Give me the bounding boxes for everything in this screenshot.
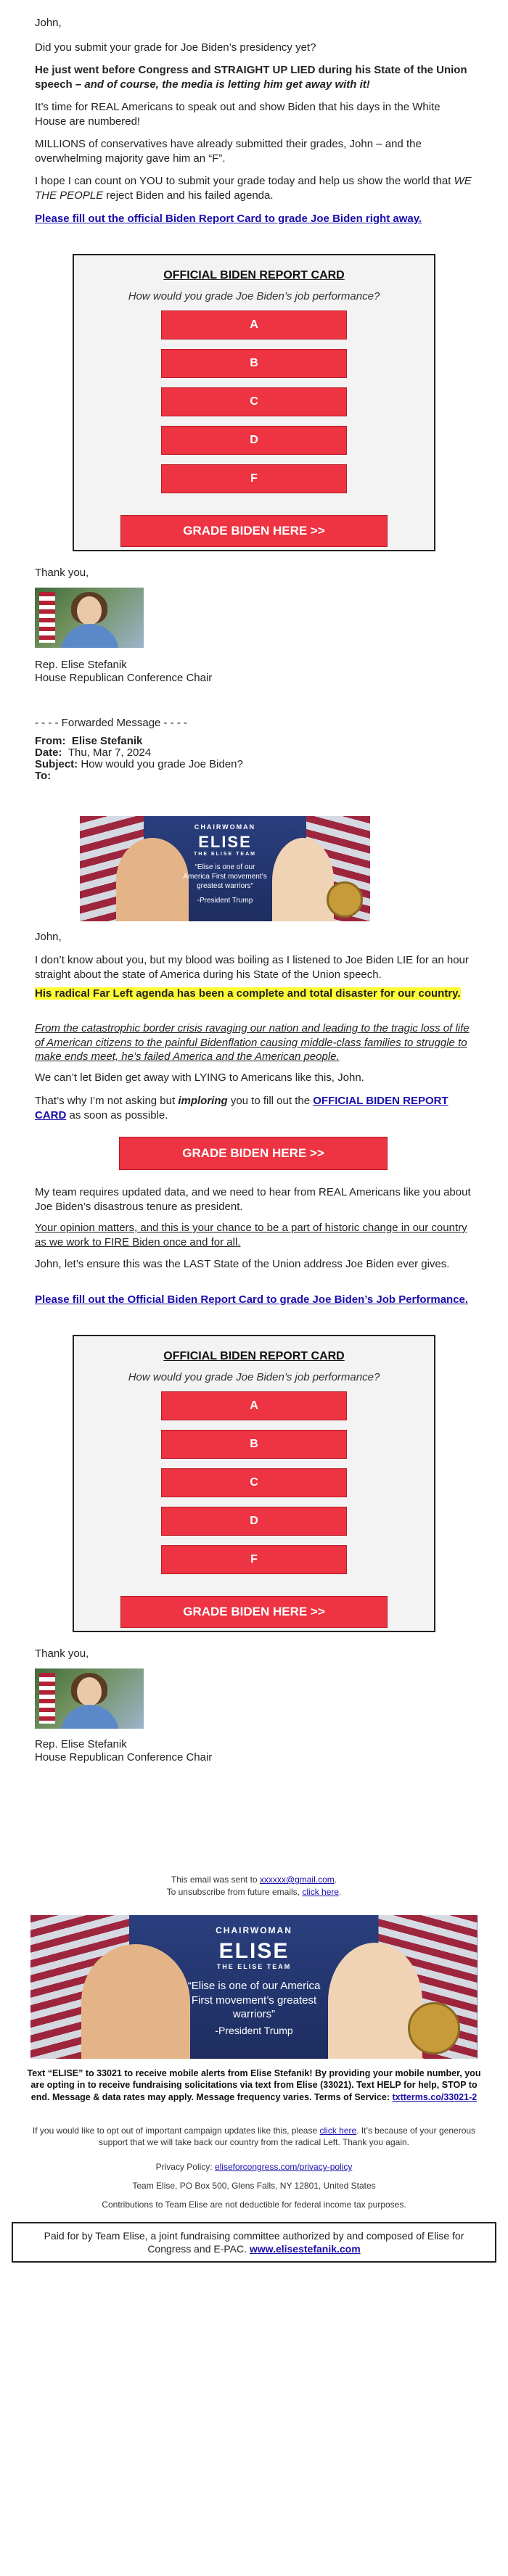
report-card-question: How would you grade Joe Biden’s job performance? [128,290,380,303]
signoff-thanks-2: Thank you, [35,1647,89,1660]
forward-to [35,769,473,783]
intro-report-card-link[interactable]: Please fill out the official Biden Report Card to grade Joe Biden right away. [35,213,422,225]
banner-brand-2: ELISE [218,1939,290,1963]
grade-b-button[interactable]: B [161,349,347,378]
banner-tagline: THE ELISE TEAM [194,852,256,857]
optout-line [22,2126,486,2148]
grade-c-button-2[interactable]: C [161,1468,347,1497]
sent-to-line [15,1875,493,1886]
intro-paragraph-4 [35,174,473,202]
intro-question: Did you submit your grade for Joe Biden’s presidency yet? [35,41,316,54]
paid-for-text: Paid for by Team Elise, a joint fundraising committee authorized by and composed of Elise for Congress and E-PAC. [44,2230,464,2255]
intro-paragraph-1 [35,63,473,91]
seal-icon [327,881,363,918]
signoff-thanks: Thank you, [35,567,89,579]
signoff-name: Rep. Elise Stefanik [35,659,127,671]
to-label: To: [35,770,52,782]
optout-a: If you would like to opt out of important campaign updates like this, please [32,2126,320,2136]
unsubscribe-line [15,1887,493,1898]
banner-quote: “Elise is one of our America First movement’s greatest warriors” [183,863,267,890]
photo-face-2 [77,1677,102,1706]
privacy-line [15,2162,493,2173]
elise-banner-top [80,816,370,921]
report-card-question-2: How would you grade Joe Biden’s job performance? [128,1371,380,1383]
privacy-policy-link[interactable]: eliseforcongress.com/privacy-policy [214,2162,353,2172]
signoff-role-2: House Republican Conference Chair [35,1751,213,1764]
intro-p4-a: I hope I can count on YOU to submit your grade today and help us show the world that [35,175,454,187]
banner-quote-2: “Elise is one of our America First movement’s greatest warriors” [187,1980,321,2020]
unsub-b: . [339,1887,342,1897]
body2-paragraph-2 [35,987,473,1001]
banner-brand: ELISE [198,833,252,851]
body2-paragraph-8: John, let’s ensure this was the LAST State of the Union address Joe Biden ever gives. [35,1258,450,1270]
banner-chair-2: CHAIRWOMAN [216,1925,292,1935]
elise-stefanik-photo-2 [35,1668,144,1729]
report-card-1 [73,254,435,551]
report-card-2 [73,1335,435,1632]
grade-d-button[interactable]: D [161,426,347,455]
greeting: John, [35,17,62,29]
grade-a-button-2[interactable]: A [161,1391,347,1420]
optout-b: . It’s because of your generous support that we will take back our country from the radical Left. Thank you again. [98,2126,476,2147]
intro-p4-b: reject Biden and his failed agenda. [103,189,274,202]
body2-paragraph-3: From the catastrophic border crisis ravaging our nation and leading to the tragic loss of life of American citizens to the painful Bidenflation causing middle-class families to struggle to make ends meet, he’s failed America and the American people. [35,1022,470,1063]
intro-p4-italic: WE THE PEOPLE [35,175,472,202]
body2-greeting: John, [35,931,62,943]
p5-c: as soon as possible. [66,1108,168,1122]
body2-paragraph-4: We can’t let Biden get away with LYING to Americans like this, John. [35,1071,364,1084]
p5-b: you to fill out the [227,1095,314,1107]
body2-highlight: His radical Far Left agenda has been a complete and total disaster for our country. [35,987,461,1000]
sent-a: This email was sent to [171,1875,260,1885]
grade-f-button[interactable]: F [161,464,347,493]
report-card-title: OFFICIAL BIDEN REPORT CARD [163,269,345,281]
photo-face [77,596,102,625]
grade-biden-submit-button[interactable]: GRADE BIDEN HERE >> [120,515,388,547]
grade-biden-submit-button-2[interactable]: GRADE BIDEN HERE >> [120,1596,388,1628]
unsub-a: To unsubscribe from future emails, [166,1887,303,1897]
date-label: Date: [35,746,62,759]
sms-text: Text “ELISE” to 33021 to receive mobile alerts from Elise Stefanik! By providing your mobile number, you are opting in to receive fundraising solicitations via text from Elise (33021). Text HELP for help, STOP to end. Message & data rates may apply. Message frequency varies. Terms of Service: [27,2068,481,2102]
body2-paragraph-5 [35,1094,473,1122]
date-value: Thu, Mar 7, 2024 [67,746,152,759]
report-card-title-2: OFFICIAL BIDEN REPORT CARD [163,1350,345,1362]
body2-report-card-link[interactable]: Please fill out the Official Biden Report Card to grade Joe Biden’s Job Performance. [35,1293,469,1306]
flag-decoration [39,592,55,643]
tax-disclaimer: Contributions to Team Elise are not deductible for federal income tax purposes. [102,2200,406,2210]
flag-decoration-2 [39,1673,55,1724]
body2-paragraph-1: I don’t know about you, but my blood was boiling as I listened to Joe Biden LIE for an hour straight about the state of America during his State of the Union speech. [35,954,469,981]
sms-terms-link[interactable]: txtterms.co/33021-2 [392,2091,478,2102]
photo-body [61,624,119,648]
subject-label: Subject: [35,758,78,770]
mailing-address: Team Elise, PO Box 500, Glens Falls, NY 12801, United States [132,2181,376,2191]
intro-paragraph-2: It’s time for REAL Americans to speak out and show Biden that his days in the White House are numbered! [35,101,441,128]
signoff-name-2: Rep. Elise Stefanik [35,1738,127,1750]
elise-banner-bottom [30,1915,478,2059]
unsubscribe-link[interactable]: click here [302,1887,340,1897]
p5-em: imploring [178,1095,228,1107]
signoff-role: House Republican Conference Chair [35,672,213,684]
intro-paragraph-3: MILLIONS of conservatives have already submitted their grades, John – and the overwhelming majority gave him an “F”. [35,138,422,165]
privacy-label: Privacy Policy: [155,2162,215,2172]
grade-c-button[interactable]: C [161,387,347,416]
official-report-card-link[interactable]: OFFICIAL BIDEN REPORT CARD [35,1095,448,1122]
seal-icon-2 [408,2002,460,2054]
banner-chair: CHAIRWOMAN [194,823,256,831]
elise-stefanik-photo [35,588,144,648]
banner-tagline-2: THE ELISE TEAM [216,1963,292,1970]
banner-attribution-2: -President Trump [215,2025,293,2036]
intro-p1-bold: He just went before Congress and STRAIGHT UP LIED during his State of the Union speech [35,64,467,91]
paid-for-box [12,2222,496,2263]
grade-biden-button-inline[interactable]: GRADE BIDEN HERE >> [119,1137,388,1170]
grade-b-button-2[interactable]: B [161,1430,347,1459]
sent-b: . [334,1875,337,1885]
forwarded-header: - - - - Forwarded Message - - - - [35,717,188,729]
subject-value: How would you grade Joe Biden? [81,758,243,770]
photo-body-2 [61,1705,119,1729]
recipient-email-link[interactable]: xxxxxx@gmail.com [259,1875,335,1885]
website-link[interactable]: www.elisestefanik.com [249,2243,361,2255]
optout-link[interactable]: click here [319,2126,357,2136]
from-label: From: [35,735,66,747]
sms-disclaimer [22,2067,486,2103]
body2-paragraph-6: My team requires updated data, and we need to hear from REAL Americans like you about Joe Biden’s disastrous tenure as president. [35,1186,471,1213]
from-value: Elise Stefanik [71,735,143,747]
grade-a-button[interactable]: A [161,310,347,340]
grade-f-button-2[interactable]: F [161,1545,347,1574]
body2-paragraph-7: Your opinion matters, and this is your chance to be a part of historic change in our country as we work to FIRE Biden once and for all. [35,1222,467,1248]
banner-attribution: -President Trump [197,897,253,905]
p5-a: That’s why I’m not asking but [35,1095,179,1107]
grade-d-button-2[interactable]: D [161,1507,347,1536]
intro-p1-italic: – and of course, the media is letting him get away with it! [72,78,370,91]
